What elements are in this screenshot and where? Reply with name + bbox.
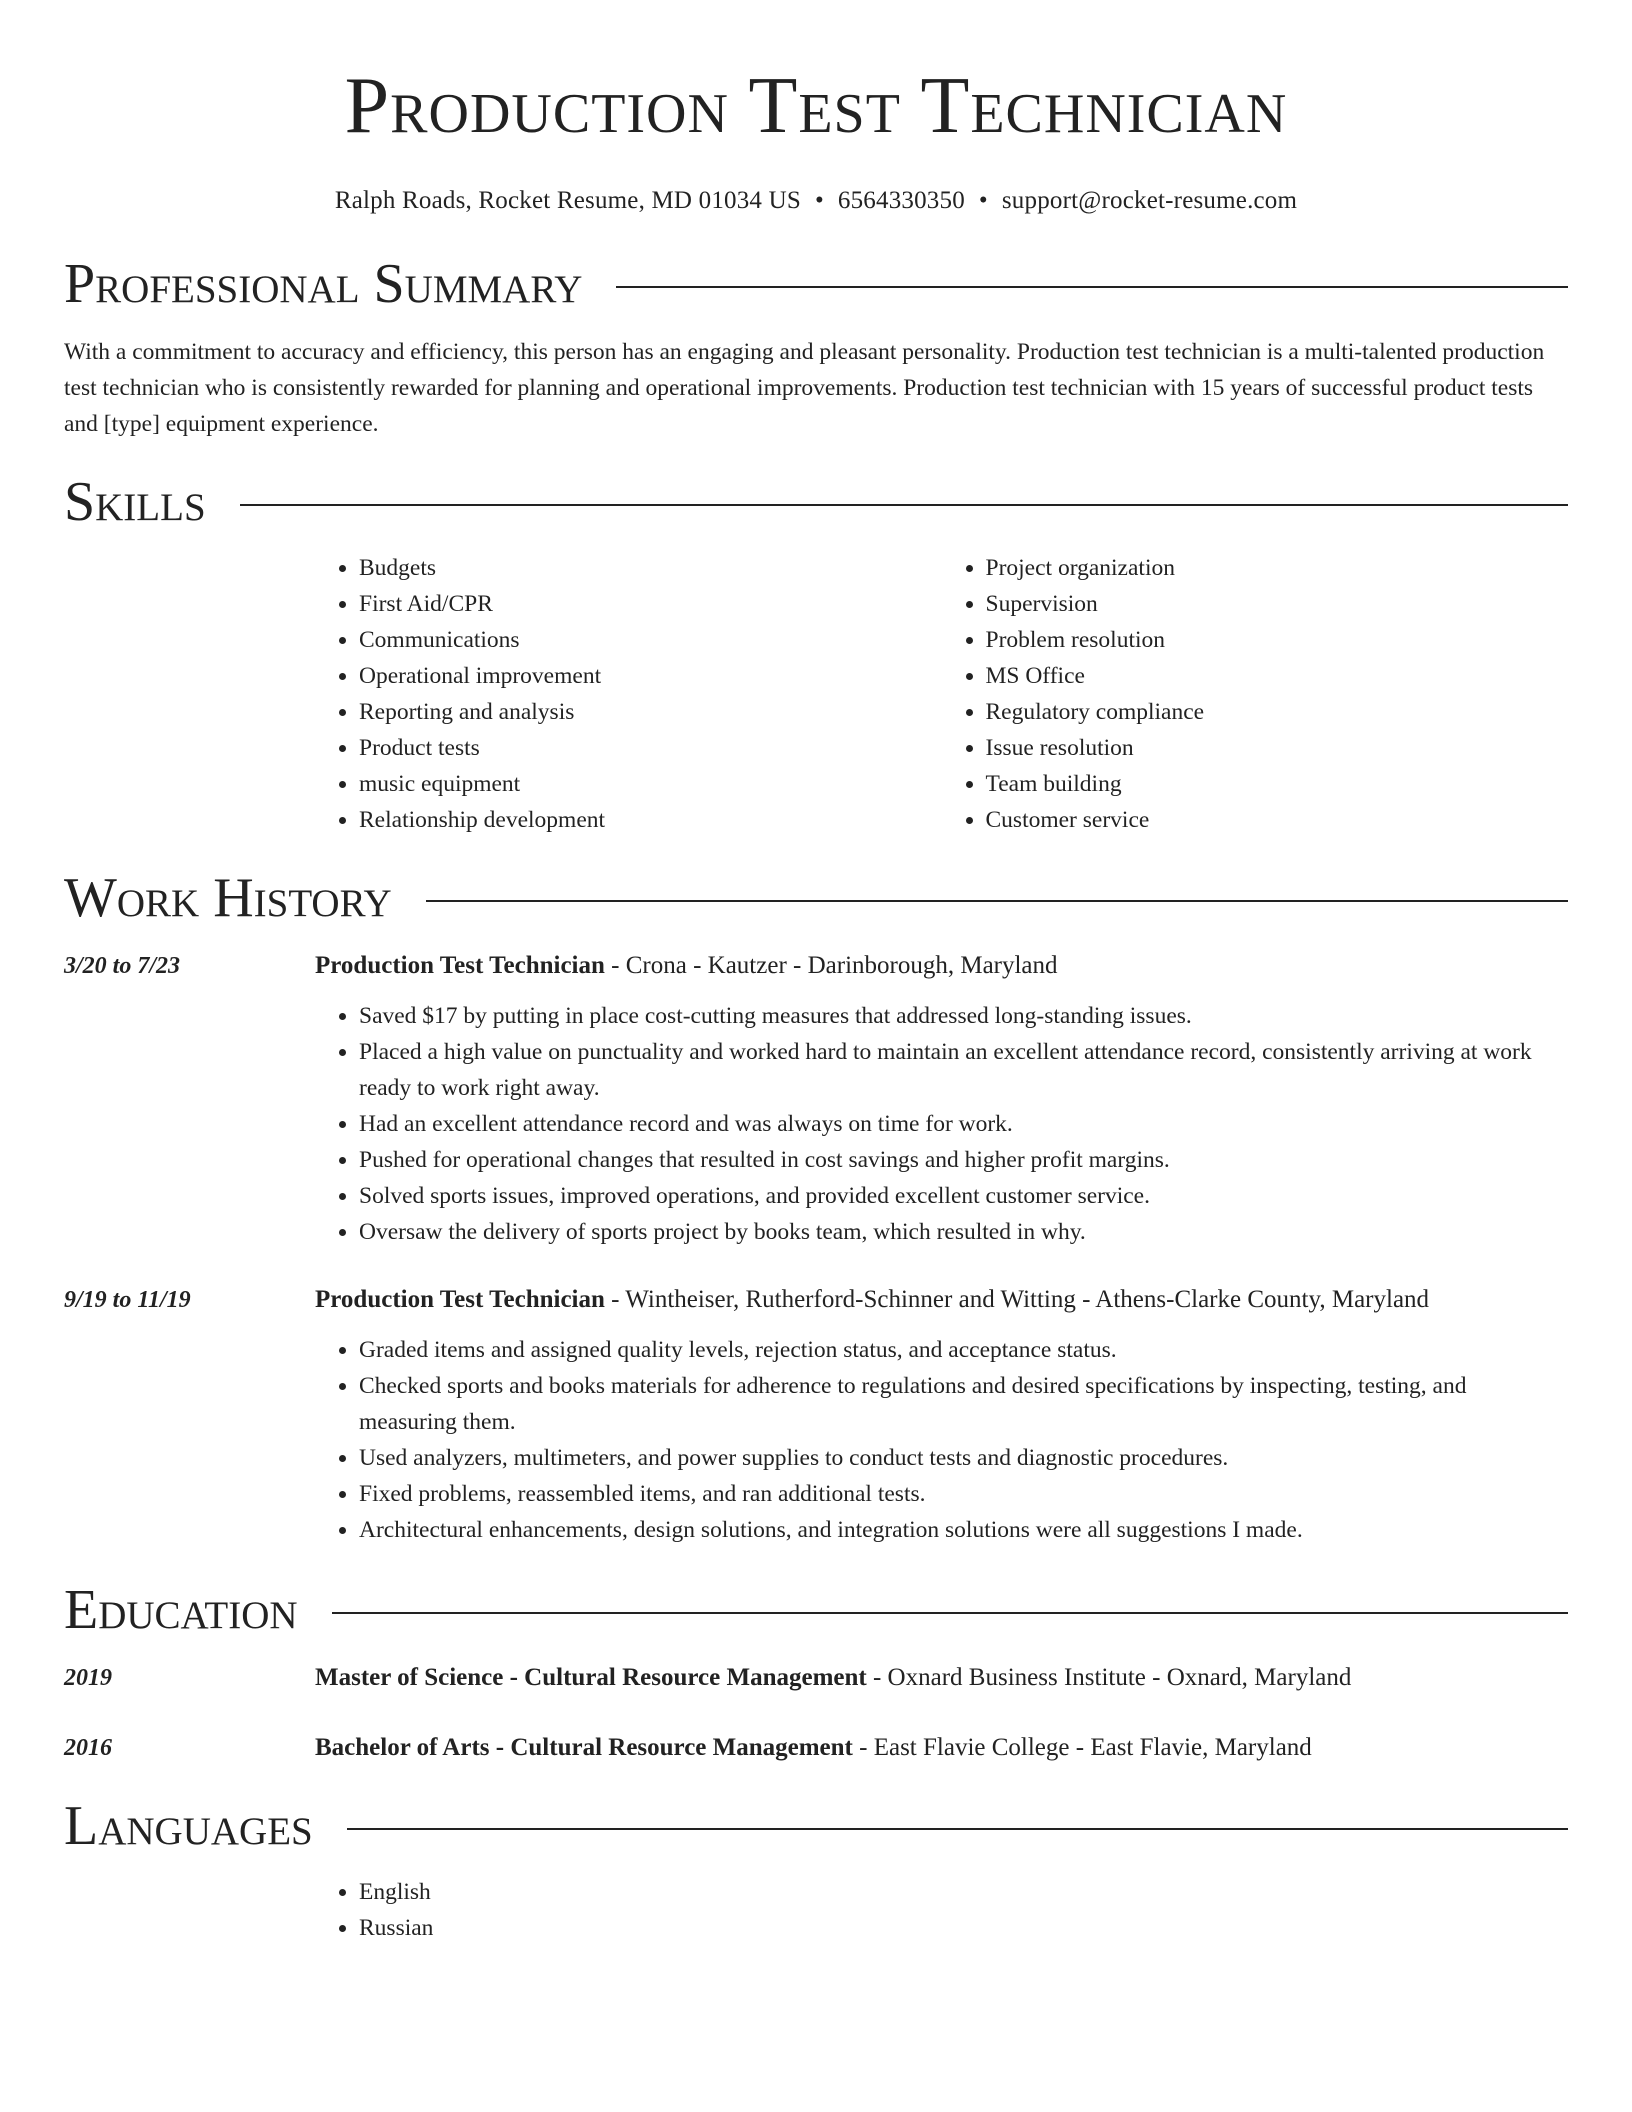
education-year: 2016 bbox=[64, 1735, 112, 1761]
languages-section-header bbox=[64, 1794, 1568, 1858]
job-header bbox=[315, 948, 1568, 984]
skills-list bbox=[315, 550, 1568, 838]
resume-page bbox=[64, 0, 1568, 1946]
job-bullets bbox=[315, 1332, 1568, 1548]
job-bullet: • Graded items and assigned quality levels, rejection status, and acceptance status. bbox=[359, 1332, 1568, 1368]
skill-item: • Relationship development bbox=[359, 802, 942, 838]
education-body bbox=[315, 1660, 1568, 1696]
skills-section-header bbox=[64, 470, 1568, 534]
languages-heading: Languages bbox=[64, 1795, 313, 1857]
job-bullet: • Used analyzers, multimeters, and power supplies to conduct tests and diagnostic procedures. bbox=[359, 1440, 1568, 1476]
skill-item: • Supervision bbox=[986, 586, 1569, 622]
section-divider bbox=[240, 504, 1568, 506]
job-body bbox=[315, 1282, 1568, 1548]
job-title: Production Test Technician bbox=[315, 952, 605, 979]
skill-item: • Operational improvement bbox=[359, 658, 942, 694]
job-title: Production Test Technician bbox=[315, 1286, 605, 1313]
skill-item: • Reporting and analysis bbox=[359, 694, 942, 730]
job-header bbox=[315, 1282, 1568, 1318]
contact-email: support@rocket-resume.com bbox=[1001, 187, 1298, 214]
job-bullet: • Architectural enhancements, design solutions, and integration solutions were all suggestions I made. bbox=[359, 1512, 1568, 1548]
job-dates: 3/20 to 7/23 bbox=[64, 953, 181, 979]
contact-line bbox=[64, 184, 1568, 218]
job-entry bbox=[64, 948, 1568, 1250]
education-entry bbox=[64, 1660, 1568, 1696]
skills-heading: Skills bbox=[64, 471, 206, 533]
job-body bbox=[315, 948, 1568, 1250]
work-heading: Work History bbox=[64, 867, 392, 929]
section-divider bbox=[616, 286, 1568, 288]
job-bullet: • Fixed problems, reassembled items, and ran additional tests. bbox=[359, 1476, 1568, 1512]
job-bullet: • Placed a high value on punctuality and worked hard to maintain an excellent attendance record, consistently arriving at work ready to work right away. bbox=[359, 1034, 1568, 1106]
education-school: - Oxnard Business Institute - Oxnard, Maryland bbox=[866, 1664, 1352, 1691]
skill-item: • Communications bbox=[359, 622, 942, 658]
job-bullet: • Solved sports issues, improved operations, and provided excellent customer service. bbox=[359, 1178, 1568, 1214]
job-bullet: • Pushed for operational changes that resulted in cost savings and higher profit margins. bbox=[359, 1142, 1568, 1178]
job-employer: - Crona - Kautzer - Darinborough, Maryland bbox=[604, 952, 1058, 979]
page-title: Production Test Technician bbox=[344, 62, 1288, 150]
languages-items bbox=[315, 1874, 1568, 1946]
skill-item: • Regulatory compliance bbox=[986, 694, 1569, 730]
section-divider bbox=[426, 900, 1568, 902]
job-entry bbox=[64, 1282, 1568, 1548]
skill-item: • Team building bbox=[986, 766, 1569, 802]
summary-section-header bbox=[64, 252, 1568, 316]
contact-phone: 6564330350 bbox=[837, 187, 965, 214]
skills-column-right bbox=[942, 550, 1569, 838]
education-year: 2019 bbox=[64, 1665, 112, 1691]
job-bullet: • Oversaw the delivery of sports project by books team, which resulted in why. bbox=[359, 1214, 1568, 1250]
job-bullet: • Saved $17 by putting in place cost-cutting measures that addressed long-standing issues. bbox=[359, 998, 1568, 1034]
contact-separator: • bbox=[814, 187, 824, 214]
skill-item: • MS Office bbox=[986, 658, 1569, 694]
job-bullets bbox=[315, 998, 1568, 1250]
skill-item: • Budgets bbox=[359, 550, 942, 586]
education-header bbox=[315, 1660, 1568, 1696]
skill-item: • music equipment bbox=[359, 766, 942, 802]
skill-item: • Issue resolution bbox=[986, 730, 1569, 766]
skills-column-left bbox=[315, 550, 942, 838]
contact-separator: • bbox=[978, 187, 988, 214]
education-heading: Education bbox=[64, 1579, 298, 1641]
education-header bbox=[315, 1730, 1568, 1766]
section-divider bbox=[332, 1612, 1568, 1614]
contact-address: Ralph Roads, Rocket Resume, MD 01034 US bbox=[334, 187, 801, 214]
skill-item: • First Aid/CPR bbox=[359, 586, 942, 622]
skill-item: • Project organization bbox=[986, 550, 1569, 586]
job-bullet: • Had an excellent attendance record and was always on time for work. bbox=[359, 1106, 1568, 1142]
summary-heading: Professional Summary bbox=[64, 253, 583, 315]
education-degree: Bachelor of Arts - Cultural Resource Management bbox=[315, 1734, 853, 1761]
skill-item: • Problem resolution bbox=[986, 622, 1569, 658]
job-employer: - Wintheiser, Rutherford-Schinner and Witting - Athens-Clarke County, Maryland bbox=[604, 1286, 1430, 1313]
job-bullet: • Checked sports and books materials for adherence to regulations and desired specifications by inspecting, testing, and measuring them. bbox=[359, 1368, 1568, 1440]
job-dates: 9/19 to 11/19 bbox=[64, 1287, 191, 1313]
summary-text: With a commitment to accuracy and efficiency, this person has an engaging and pleasant personality. Production test technician is a multi-talented production test technician who is consistently rewarded for planning and operational improvements. Production test technician with 15 years of successful product tests and [type] equipment experience. bbox=[64, 339, 1545, 437]
section-divider bbox=[347, 1828, 1568, 1830]
education-school: - East Flavie College - East Flavie, Maryland bbox=[852, 1734, 1312, 1761]
skill-item: • Product tests bbox=[359, 730, 942, 766]
education-entry bbox=[64, 1730, 1568, 1766]
skill-item: • Customer service bbox=[986, 802, 1569, 838]
education-section-header bbox=[64, 1578, 1568, 1642]
education-body bbox=[315, 1730, 1568, 1766]
languages-list bbox=[315, 1874, 1568, 1946]
work-section-header bbox=[64, 866, 1568, 930]
language-item: • English bbox=[359, 1874, 1568, 1910]
language-item: • Russian bbox=[359, 1910, 1568, 1946]
education-degree: Master of Science - Cultural Resource Management bbox=[315, 1664, 867, 1691]
